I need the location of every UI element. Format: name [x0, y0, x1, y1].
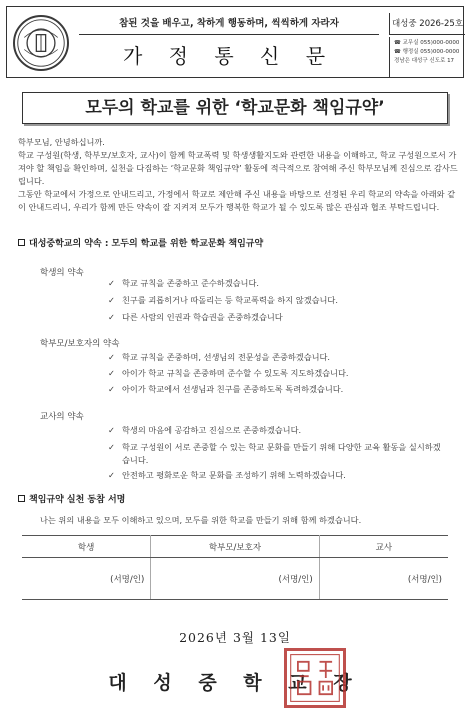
- signature-field-student[interactable]: (서명/인): [22, 558, 151, 600]
- promise-item: ✓ 학교 규칙을 존중하고 준수하겠습니다.: [108, 278, 259, 288]
- group-label-parent: 학부모/보호자의 약속: [40, 339, 120, 349]
- promise-item: ✓ 학생의 마음에 공감하고 진심으로 존중하겠습니다.: [108, 425, 302, 435]
- section-heading-promises: [18, 238, 458, 251]
- signature-table: [22, 535, 448, 600]
- group-label-student: 학생의 약속: [40, 268, 84, 278]
- greeting-paragraph: 학교 구성원(학생, 학부모/보호자, 교사)이 함께 학교폭력 및 학생생활지도와 관련한 내용을 이해하고, 학교 구성원으로서 가져야 할 책임을 확인하며, 실천을 다짐하는 ‘학교문화 책임규약’ 활동에 적극적으로 참여해 주신 학부모님께 진심으로 감사드립니다.: [18, 150, 458, 186]
- official-seal-icon: [284, 648, 346, 708]
- check-icon: ✓: [108, 368, 115, 378]
- section-heading-signature: [18, 494, 458, 507]
- main-title: 모두의 학교를 위한 ‘학교문화 책임규약’: [22, 92, 448, 124]
- greeting-text: [18, 136, 458, 214]
- check-icon: ✓: [108, 470, 115, 480]
- check-icon: ✓: [108, 352, 115, 362]
- signature-header: 교사: [319, 536, 448, 558]
- signature-header: 학생: [22, 536, 151, 558]
- signature-field-teacher[interactable]: (서명/인): [319, 558, 448, 600]
- promise-item: ✓ 학교 규칙을 존중하며, 선생님의 전문성을 존중하겠습니다.: [108, 352, 331, 362]
- check-icon: ✓: [108, 278, 115, 288]
- check-icon: ✓: [108, 442, 115, 452]
- school-emblem-icon: [13, 15, 69, 71]
- contact-info: [389, 37, 465, 77]
- pledge-statement: 나는 위의 내용을 모두 이해하고 있으며, 모두를 위한 학교를 만들기 위해 함께 하겠습니다.: [40, 515, 362, 525]
- greeting-paragraph: 그동안 학교에서 가정으로 안내드리고, 가정에서 학교로 제안해 주신 내용을 바탕으로 선정된 우리 학교의 약속을 아래와 같이 안내드리니, 우리가 함께 만든 약속이 잘 지켜져 모두가 행복한 학교가 될 수 있도록 많은 관심과 협조 부탁드립니다.: [18, 189, 456, 212]
- promise-item: ✓ 아이가 학교 규칙을 존중하며 준수할 수 있도록 지도하겠습니다.: [108, 368, 349, 378]
- section-title: 책임규약 실천 동참 서명: [29, 495, 126, 505]
- square-bullet-icon: [18, 239, 25, 246]
- school-motto: 참된 것을 배우고, 착하게 행동하며, 씩씩하게 자라자: [79, 13, 379, 35]
- contact-line: ☎ 행정실 055)000-0000: [394, 49, 460, 55]
- issue-date: 2026년 3월 13일: [179, 630, 291, 645]
- group-label-teacher: 교사의 약속: [40, 412, 84, 422]
- promise-item: ✓ 아이가 학교에서 선생님과 친구를 존중하도록 독려하겠습니다.: [108, 384, 344, 394]
- contact-line: 경남은 대성구 신도로 17: [394, 58, 455, 64]
- promise-item: ✓ 친구를 괴롭히거나 따돌리는 등 학교폭력을 하지 않겠습니다.: [108, 295, 338, 305]
- square-bullet-icon: [18, 495, 25, 502]
- check-icon: ✓: [108, 384, 115, 394]
- signature-field-parent[interactable]: (서명/인): [151, 558, 319, 600]
- contact-line: ☎ 교무실 055)000-0000: [394, 40, 460, 46]
- document-title: 가 정 통 신 문: [122, 44, 336, 68]
- issue-number: 대성중 2026-25호: [389, 13, 465, 35]
- promise-item: ✓ 안전하고 평화로운 학교 문화를 조성하기 위해 노력하겠습니다.: [108, 470, 346, 480]
- promise-item: ✓ 다른 사람의 인권과 학습권을 존중하겠습니다: [108, 312, 283, 322]
- check-icon: ✓: [108, 312, 115, 322]
- section-title: 대성중학교의 약속 : 모두의 학교를 위한 학교문화 책임규약: [29, 239, 264, 249]
- promise-item: ✓ 학교 구성원이 서로 존중할 수 있는 학교 문화를 만들기 위해 다양한 교육 활동을 실시하겠습니다.: [108, 442, 441, 465]
- letterhead: [6, 6, 464, 78]
- greeting-paragraph: 학부모님, 안녕하십니까.: [18, 137, 105, 147]
- signature-header: 학부모/보호자: [151, 536, 319, 558]
- check-icon: ✓: [108, 425, 115, 435]
- check-icon: ✓: [108, 295, 115, 305]
- school-principal-name: 대 성 중 학 교 장: [108, 672, 362, 694]
